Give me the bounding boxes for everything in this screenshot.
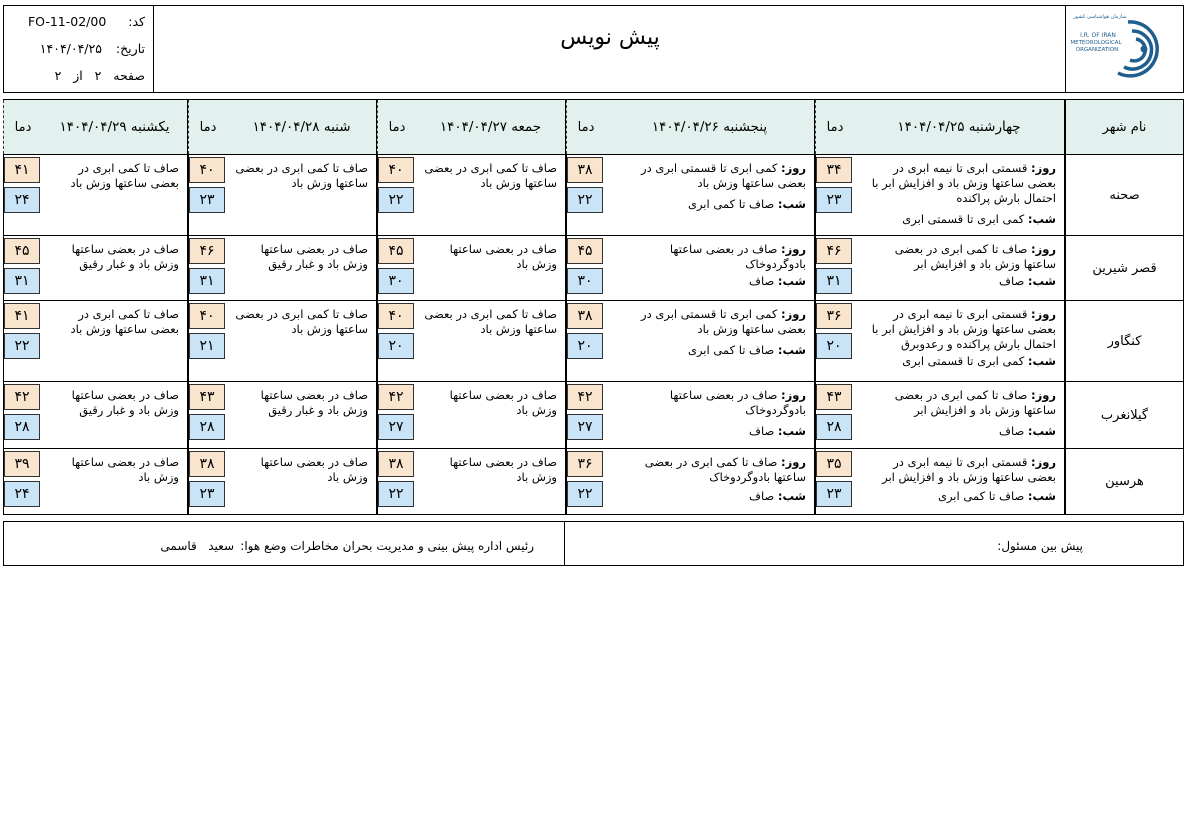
temperature-column — [377, 155, 416, 235]
max-temp: ۳۸ — [567, 157, 603, 183]
day-label: روز: — [781, 388, 806, 402]
table-row — [3, 301, 1184, 382]
min-temp: ۳۱ — [189, 268, 225, 294]
day-forecast: صاف در بعضی ساعتها بادوگردوخاک — [669, 242, 806, 271]
min-temp: ۲۳ — [816, 481, 852, 507]
day-forecast: قسمتی ابری تا نیمه ابری در بعضی ساعتها وزش باد و افزایش ابر — [882, 455, 1056, 484]
forecast-text — [854, 382, 1064, 448]
document-meta — [4, 6, 154, 92]
max-temp: ۳۸ — [378, 451, 414, 477]
forecast-text: صاف در بعضی ساعتها وزش باد و غبار رقیق — [260, 242, 368, 271]
day-header — [815, 99, 1065, 155]
min-temp: ۲۲ — [567, 187, 603, 213]
day-header-label: جمعه ۱۴۰۴/۰۴/۲۷ — [439, 119, 542, 135]
temp-column-header: دما — [566, 100, 605, 154]
day-forecast: قسمتی ابری تا نیمه ابری در بعضی ساعتها وزش باد و افزایش ابر با احتمال بارش پراکنده — [871, 161, 1056, 205]
date-label: تاریخ: — [115, 41, 145, 56]
forecast-text — [605, 155, 814, 235]
day-forecast: قسمتی ابری تا نیمه ابری در بعضی ساعتها وزش باد و افزایش ابر با احتمال بارش پراکنده و رعدوبرق — [871, 307, 1056, 351]
forecast-text: صاف در بعضی ساعتها وزش باد — [260, 455, 368, 484]
day-header — [188, 99, 377, 155]
day-forecast: کمی ابری تا قسمتی ابری در بعضی ساعتها وزش باد — [641, 161, 806, 190]
max-temp: ۴۵ — [4, 238, 40, 264]
forecast-cell — [3, 382, 188, 449]
logo-text-fa: سازمان هواشناسی کشور — [1073, 14, 1127, 20]
forecast-cell — [815, 449, 1065, 515]
night-forecast: صاف تا کمی ابری — [687, 197, 775, 211]
forecast-text: صاف در بعضی ساعتها وزش باد — [449, 242, 557, 271]
night-forecast: صاف تا کمی ابری — [937, 489, 1025, 503]
temperature-column — [3, 449, 42, 514]
forecast-text: صاف در بعضی ساعتها وزش باد — [449, 455, 557, 484]
forecast-text: صاف در بعضی ساعتها وزش باد — [71, 455, 179, 484]
night-forecast: صاف — [999, 424, 1025, 438]
temperature-column — [566, 155, 605, 235]
forecast-text: صاف تا کمی ابری در بعضی ساعتها وزش باد — [235, 161, 368, 190]
temperature-column — [566, 236, 605, 300]
min-temp: ۲۴ — [4, 187, 40, 213]
night-label: شب: — [1027, 489, 1056, 503]
max-temp: ۴۰ — [189, 303, 225, 329]
max-temp: ۴۲ — [567, 384, 603, 410]
day-forecast: صاف تا کمی ابری در بعضی ساعتها بادوگردوخاک — [644, 455, 806, 484]
page-number: صفحه ۲ از ۲ — [54, 68, 145, 83]
table-row — [3, 449, 1184, 515]
forecast-text — [605, 301, 814, 381]
night-label: شب: — [1027, 274, 1056, 288]
min-temp: ۲۳ — [816, 187, 852, 213]
day-label: روز: — [781, 242, 806, 256]
forecast-cell — [377, 236, 566, 301]
forecast-cell — [566, 449, 815, 515]
max-temp: ۴۱ — [4, 303, 40, 329]
max-temp: ۳۸ — [567, 303, 603, 329]
table-row — [3, 236, 1184, 301]
forecast-cell — [377, 449, 566, 515]
forecast-cell — [815, 155, 1065, 236]
max-temp: ۴۰ — [378, 303, 414, 329]
signature-footer — [3, 521, 1184, 566]
night-forecast: صاف — [749, 274, 775, 288]
forecast-cell — [566, 236, 815, 301]
temperature-column — [377, 382, 416, 448]
forecast-text: صاف تا کمی ابری در بعضی ساعتها وزش باد — [235, 307, 368, 336]
day-header — [3, 99, 188, 155]
day-label: روز: — [781, 455, 806, 469]
forecast-cell — [377, 155, 566, 236]
night-forecast: صاف تا کمی ابری — [687, 343, 775, 357]
day-label: روز: — [781, 307, 806, 321]
min-temp: ۲۲ — [567, 481, 603, 507]
forecast-cell — [566, 382, 815, 449]
day-header — [377, 99, 566, 155]
max-temp: ۳۴ — [816, 157, 852, 183]
min-temp: ۳۱ — [4, 268, 40, 294]
day-forecast: صاف تا کمی ابری در بعضی ساعتها وزش باد و افزایش ابر — [894, 242, 1056, 271]
forecast-text — [605, 236, 814, 300]
logo-text-country: I.R. OF IRAN — [1080, 32, 1116, 39]
forecast-cell — [815, 382, 1065, 449]
max-temp: ۴۶ — [816, 238, 852, 264]
night-label: شب: — [777, 197, 806, 211]
forecast-text: صاف تا کمی ابری در بعضی ساعتها وزش باد — [424, 161, 557, 190]
forecast-cell — [377, 301, 566, 382]
temperature-column — [566, 382, 605, 448]
temperature-column — [188, 382, 227, 448]
forecast-text — [605, 449, 814, 514]
min-temp: ۲۷ — [567, 414, 603, 440]
min-temp: ۲۷ — [378, 414, 414, 440]
table-header-row — [3, 99, 1184, 155]
department-head-role: رئیس اداره پیش بینی و مدیریت بحران مخاطرات وضع هوا: — [240, 539, 534, 553]
temperature-column — [377, 301, 416, 381]
forecast-text — [854, 449, 1064, 514]
min-temp: ۲۱ — [189, 333, 225, 359]
temperature-column — [3, 236, 42, 300]
forecast-cell — [3, 236, 188, 301]
min-temp: ۲۸ — [4, 414, 40, 440]
forecast-text: صاف در بعضی ساعتها وزش باد و غبار رقیق — [71, 242, 179, 271]
night-forecast: صاف — [999, 274, 1025, 288]
temperature-column — [566, 301, 605, 381]
temperature-column — [188, 449, 227, 514]
logo-text-organization: ORGANIZATION — [1075, 47, 1119, 53]
forecast-cell — [377, 382, 566, 449]
forecast-text — [854, 236, 1064, 300]
max-temp: ۴۱ — [4, 157, 40, 183]
min-temp: ۲۰ — [567, 333, 603, 359]
min-temp: ۲۲ — [378, 481, 414, 507]
night-label: شب: — [777, 343, 806, 357]
temperature-column — [815, 382, 854, 448]
temperature-column — [3, 301, 42, 381]
day-header-label: پنجشنبه ۱۴۰۴/۰۴/۲۶ — [651, 119, 768, 135]
forecast-text: صاف در بعضی ساعتها وزش باد — [449, 388, 557, 417]
day-label: روز: — [1031, 161, 1056, 175]
temp-column-header: دما — [3, 100, 42, 154]
min-temp: ۲۳ — [189, 187, 225, 213]
temperature-column — [815, 301, 854, 381]
temperature-column — [566, 449, 605, 514]
date-line — [40, 41, 145, 56]
day-label: روز: — [1031, 307, 1056, 321]
max-temp: ۴۳ — [816, 384, 852, 410]
table-row — [3, 155, 1184, 236]
logo-graphic — [1066, 6, 1182, 92]
day-forecast: صاف تا کمی ابری در بعضی ساعتها وزش باد و افزایش ابر — [894, 388, 1056, 417]
night-label: شب: — [777, 489, 806, 503]
forecast-cell — [188, 155, 377, 236]
temperature-column — [377, 236, 416, 300]
forecast-text: صاف تا کمی ابری در بعضی ساعتها وزش باد — [70, 161, 179, 190]
forecast-table — [3, 99, 1184, 515]
max-temp: ۳۶ — [567, 451, 603, 477]
forecast-text: صاف در بعضی ساعتها وزش باد و غبار رقیق — [260, 388, 368, 417]
temperature-column — [3, 155, 42, 235]
night-label: شب: — [777, 424, 806, 438]
date-value: ۱۴۰۴/۰۴/۲۵ — [39, 41, 102, 56]
night-forecast: کمی ابری تا قسمتی ابری — [902, 354, 1025, 368]
forecast-text: صاف در بعضی ساعتها وزش باد و غبار رقیق — [71, 388, 179, 417]
forecaster-cell — [564, 522, 1183, 565]
max-temp: ۳۸ — [189, 451, 225, 477]
forecaster-label: پیش بین مسئول: — [997, 539, 1083, 553]
forecast-cell — [566, 301, 815, 382]
min-temp: ۲۰ — [378, 333, 414, 359]
temperature-column — [3, 382, 42, 448]
forecast-cell — [3, 155, 188, 236]
city-name: صحنه — [1065, 155, 1184, 236]
day-label: روز: — [1031, 388, 1056, 402]
temperature-column — [377, 449, 416, 514]
max-temp: ۳۶ — [816, 303, 852, 329]
temperature-column — [815, 236, 854, 300]
day-label: روز: — [1031, 455, 1056, 469]
min-temp: ۲۰ — [816, 333, 852, 359]
day-header-label: یکشنبه ۱۴۰۴/۰۴/۲۹ — [59, 119, 170, 135]
forecast-cell — [815, 301, 1065, 382]
max-temp: ۳۵ — [816, 451, 852, 477]
forecast-cell — [3, 301, 188, 382]
city-name: قصر شیرین — [1065, 236, 1184, 301]
forecast-cell — [188, 449, 377, 515]
min-temp: ۲۸ — [816, 414, 852, 440]
city-name: کنگاور — [1065, 301, 1184, 382]
night-label: شب: — [1027, 212, 1056, 226]
max-temp: ۴۲ — [4, 384, 40, 410]
max-temp: ۴۲ — [378, 384, 414, 410]
day-forecast: کمی ابری تا قسمتی ابری در بعضی ساعتها وزش باد — [641, 307, 806, 336]
forecast-text — [605, 382, 814, 448]
day-header — [566, 99, 815, 155]
code-value: FO-11-02/00 — [27, 14, 107, 29]
forecast-cell — [188, 236, 377, 301]
forecast-cell — [566, 155, 815, 236]
night-label: شب: — [777, 274, 806, 288]
day-header-label: چهارشنبه ۱۴۰۴/۰۴/۲۵ — [897, 119, 1021, 135]
city-column-header: نام شهر — [1065, 99, 1184, 155]
temp-column-header: دما — [377, 100, 416, 154]
min-temp: ۲۳ — [189, 481, 225, 507]
city-name: هرسین — [1065, 449, 1184, 515]
code-label: کد: — [128, 14, 145, 29]
night-forecast: صاف — [749, 489, 775, 503]
min-temp: ۲۸ — [189, 414, 225, 440]
day-label: روز: — [1031, 242, 1056, 256]
department-head-cell — [4, 522, 564, 565]
min-temp: ۳۱ — [816, 268, 852, 294]
night-label: شب: — [1027, 424, 1056, 438]
temperature-column — [188, 155, 227, 235]
code-line — [28, 14, 145, 29]
logo-text-meteorological: METEOROLOGICAL — [1070, 40, 1122, 46]
department-head-name: سعید قاسمی — [160, 539, 234, 553]
min-temp: ۲۲ — [378, 187, 414, 213]
document-header — [3, 5, 1184, 93]
max-temp: ۴۵ — [378, 238, 414, 264]
max-temp: ۴۰ — [189, 157, 225, 183]
max-temp: ۴۰ — [378, 157, 414, 183]
temp-column-header: دما — [188, 100, 227, 154]
forecast-cell — [188, 382, 377, 449]
max-temp: ۴۶ — [189, 238, 225, 264]
min-temp: ۲۲ — [4, 333, 40, 359]
forecast-text — [854, 155, 1064, 235]
night-label: شب: — [1027, 354, 1056, 368]
min-temp: ۳۰ — [567, 268, 603, 294]
temperature-column — [815, 155, 854, 235]
forecast-cell — [3, 449, 188, 515]
temperature-column — [188, 301, 227, 381]
forecast-cell — [188, 301, 377, 382]
day-header-label: شنبه ۱۴۰۴/۰۴/۲۸ — [252, 119, 351, 135]
max-temp: ۴۳ — [189, 384, 225, 410]
forecast-text: صاف تا کمی ابری در بعضی ساعتها وزش باد — [424, 307, 557, 336]
night-forecast: صاف — [749, 424, 775, 438]
forecast-text — [854, 301, 1064, 381]
day-forecast: صاف در بعضی ساعتها بادوگردوخاک — [669, 388, 806, 417]
page-title: پیش نویس — [560, 25, 660, 50]
night-forecast: کمی ابری تا قسمتی ابری — [902, 212, 1025, 226]
temperature-column — [815, 449, 854, 514]
temperature-column — [188, 236, 227, 300]
table-row — [3, 382, 1184, 449]
forecast-text: صاف تا کمی ابری در بعضی ساعتها وزش باد — [70, 307, 179, 336]
max-temp: ۳۹ — [4, 451, 40, 477]
city-name: گیلانغرب — [1065, 382, 1184, 449]
forecast-cell — [815, 236, 1065, 301]
day-label: روز: — [781, 161, 806, 175]
min-temp: ۲۴ — [4, 481, 40, 507]
temp-column-header: دما — [815, 100, 854, 154]
min-temp: ۳۰ — [378, 268, 414, 294]
max-temp: ۴۵ — [567, 238, 603, 264]
organization-logo — [1065, 6, 1183, 92]
